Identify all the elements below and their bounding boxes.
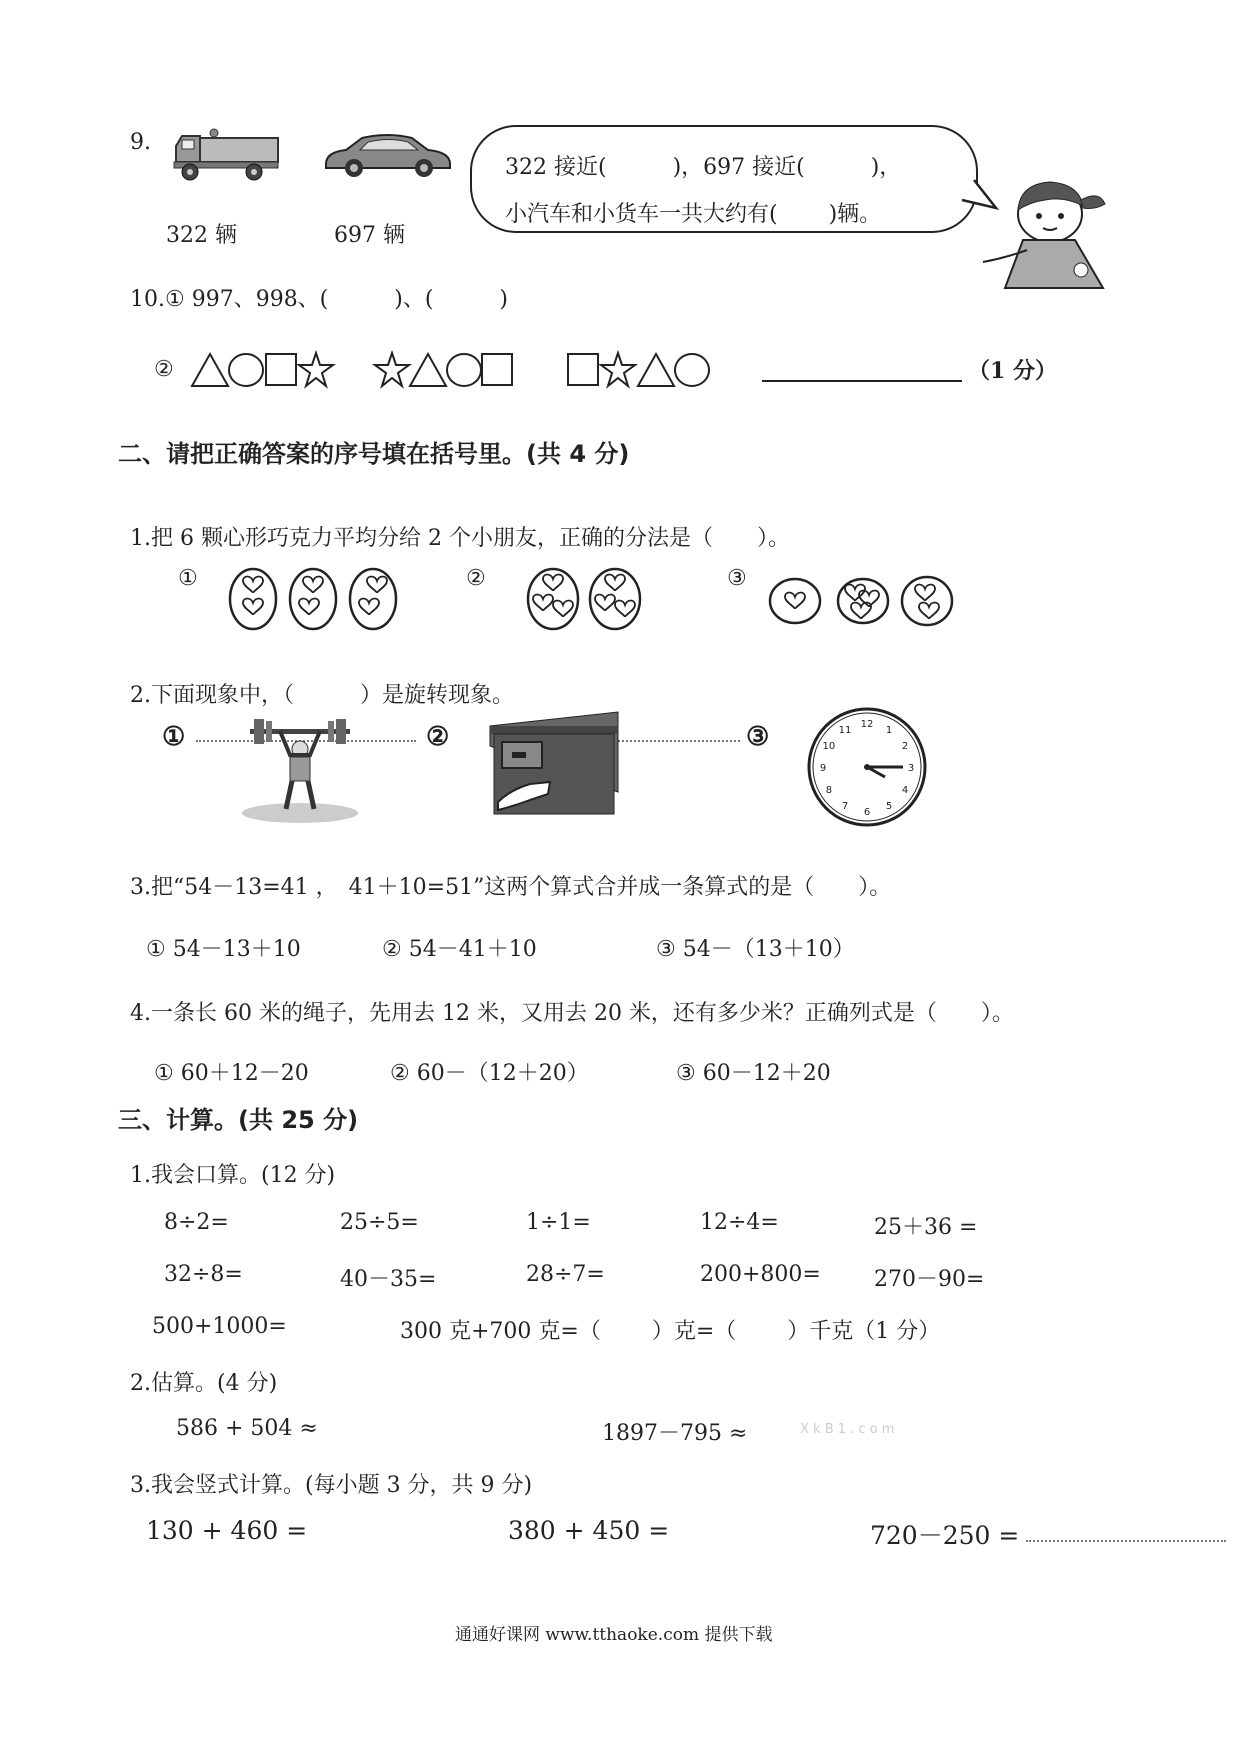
s2-q1-option-3[interactable]: ③: [727, 566, 747, 591]
oral-item: 200+800=: [700, 1262, 821, 1287]
s2-q2-option-1[interactable]: ①: [162, 722, 186, 752]
s2-q4-text: 4.一条长 60 米的绳子，先用去 12 米，又用去 20 米，还有多少米？正确列式是（ ）。: [130, 1001, 1014, 1026]
q10-score: （1 分）: [968, 358, 1057, 384]
estimate-item: 586 + 504 ≈: [176, 1416, 318, 1441]
estimate-item: 1897－795 ≈: [602, 1421, 748, 1446]
section2-title: 二、请把正确答案的序号填在括号里。(共 4 分): [118, 440, 630, 468]
q10-shape-pattern: [190, 350, 720, 390]
vertical-item: 130 + 460 =: [146, 1516, 308, 1545]
clock-numeral: 2: [901, 741, 909, 752]
s2-q4-option-3[interactable]: ③ 60－12＋20: [676, 1061, 831, 1086]
oral-item: 1÷1=: [526, 1210, 591, 1235]
q10-sequence: 10.① 997、998、( )、( ): [130, 287, 509, 312]
bubble-line-2: 小汽车和小货车一共大约有( )辆。: [505, 202, 882, 227]
estimate-heading: 2.估算。(4 分): [130, 1371, 278, 1396]
s2-q3-option-1[interactable]: ① 54－13＋10: [146, 937, 301, 962]
dotted-trail: [1026, 1540, 1226, 1542]
clock-numeral: 9: [819, 763, 827, 774]
clock-numeral: 8: [825, 785, 833, 796]
s2-q1-option-1[interactable]: ①: [178, 566, 198, 591]
dotted-leader-2: [610, 740, 740, 742]
shape-group-3: [568, 353, 709, 386]
clock-numeral: 6: [863, 807, 871, 818]
clock-numeral: 4: [901, 785, 909, 796]
oral-item-weight: 300 克+700 克=（ ）克=（ ）千克（1 分）: [400, 1319, 941, 1344]
clock-numeral: 7: [841, 801, 849, 813]
oral-item: 270－90=: [874, 1267, 985, 1292]
vertical-item: 380 + 450 =: [508, 1516, 670, 1545]
truck-count: 322 辆: [166, 223, 237, 248]
vertical-item: 720－250 =: [870, 1521, 1020, 1550]
watermark: X k B 1 . c o m: [800, 1422, 895, 1437]
oral-item: 25÷5=: [340, 1210, 419, 1235]
oral-item: 500+1000=: [152, 1314, 287, 1339]
s2-q4-option-2[interactable]: ② 60－（12＋20）: [390, 1061, 589, 1086]
weightlifter-illustration: [240, 715, 360, 825]
oral-item: 28÷7=: [526, 1262, 605, 1287]
clock-numeral: 10: [822, 741, 836, 752]
oral-heading: 1.我会口算。(12 分): [130, 1163, 336, 1188]
clock-numeral: 5: [885, 801, 893, 813]
q10-answer-line[interactable]: [762, 380, 962, 382]
oral-item: 25＋36 =: [874, 1215, 978, 1240]
s2-q1-option-2[interactable]: ②: [466, 566, 486, 591]
shape-group-1: [192, 353, 333, 386]
truck-icon: [172, 128, 282, 184]
s2-q2-text: 2.下面现象中，（ ）是旋转现象。: [130, 683, 514, 708]
heart-groups: [225, 565, 965, 635]
oral-item: 32÷8=: [164, 1262, 243, 1287]
car-count: 697 辆: [334, 223, 405, 248]
oral-item: 12÷4=: [700, 1210, 779, 1235]
section3-title: 三、计算。(共 25 分): [118, 1106, 359, 1134]
q9-number: 9.: [130, 130, 151, 155]
s2-q3-option-3[interactable]: ③ 54－（13＋10）: [656, 937, 855, 962]
bubble-line-1: 322 接近( )，697 接近( )，: [505, 155, 902, 180]
s2-q3-option-2[interactable]: ② 54－41＋10: [382, 937, 537, 962]
clock-numeral: 11: [838, 724, 852, 736]
s2-q4-option-1[interactable]: ① 60＋12－20: [154, 1061, 309, 1086]
s2-q3-text: 3.把“54－13=41 ， 41＋10=51”这两个算式合并成一条算式的是（ ）。: [130, 875, 892, 900]
clock-numeral: 3: [907, 763, 915, 774]
oral-item: 40－35=: [340, 1267, 437, 1292]
girl-illustration: [975, 170, 1135, 290]
shape-group-2: [375, 353, 512, 386]
s2-q1-text: 1.把 6 颗心形巧克力平均分给 2 个小朋友，正确的分法是（ ）。: [130, 526, 790, 551]
footer: 通通好课网 www.tthaoke.com 提供下载: [455, 1625, 773, 1645]
clock-illustration: [805, 705, 929, 829]
drawer-illustration: [490, 710, 620, 820]
vertical-heading: 3.我会竖式计算。(每小题 3 分，共 9 分): [130, 1473, 533, 1498]
clock-numeral: 12: [860, 719, 874, 730]
clock-numeral: 1: [885, 724, 893, 736]
s2-q2-option-3[interactable]: ③: [746, 722, 770, 752]
s2-q2-option-2[interactable]: ②: [426, 722, 450, 752]
oral-item: 8÷2=: [164, 1210, 229, 1235]
car-icon: [322, 132, 454, 178]
q10-part2-number: ②: [154, 357, 174, 382]
